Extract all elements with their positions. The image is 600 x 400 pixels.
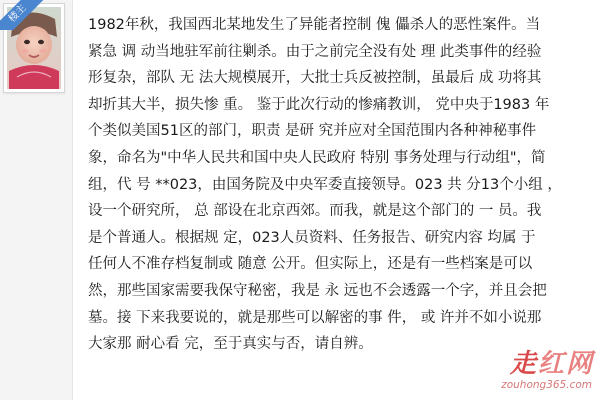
- post-line: 1982年秋，我国西北某地发生了异能者控制 傀 儡杀人的恶性案件。当: [88, 17, 541, 33]
- post-body: [88, 12, 600, 358]
- post-line: 紧急 调 动当地驻军前往剿杀。由于之前完全没有处 理 此类事件的经验: [88, 43, 542, 60]
- watermark-first-char: 走: [509, 349, 538, 379]
- op-badge-label: 楼主: [0, 0, 52, 30]
- post-line: 组，代 号 **023，由国务院及中央军委直接领导。023 共 分13个小组 ，: [88, 176, 562, 193]
- post-line: 象，命名为"中华人民共和国中央人民政府 特别 事务处理与行动组"，简: [88, 149, 546, 166]
- post-line: 是个普通人。根据规 定，023人员资料、任务报告、研究内容 均属 于: [88, 229, 536, 246]
- post-line: 大家那 耐心看 完，至于真实与否，请自辨。: [88, 336, 373, 353]
- op-badge: [0, 0, 52, 30]
- post-line: 任何人不准存档复制或 随意 公开。但实际上，还是有一些档案是可以: [88, 256, 533, 273]
- post-line: 个类似美国51区的部门，职责 是研 究并应对全国范围内各种神秘事件: [88, 123, 537, 140]
- post-line: 然，那些国家需要我保守秘密，我是 永 远也不会透露一个字，并且会把: [88, 282, 547, 299]
- watermark-rest: 红网: [537, 349, 594, 379]
- post-line: 设一个研究所， 总 部设在北京西郊。而我，就是这个部门的 一 员。我: [88, 203, 542, 220]
- post-line: 形复杂，部队 无 法大规模展开，大批士兵反被控制，虽最后 成 功将其: [88, 70, 542, 87]
- post-line: 墓。接 下来我要说的，就是那些可以解密的事 件， 或 许并不如小说那: [88, 309, 542, 326]
- watermark-url: zouhong365.com: [501, 379, 592, 391]
- author-sidebar: [0, 0, 73, 400]
- post-line: 却折其大半，损失惨 重。 鉴于此次行动的惨痛教训， 党中央于1983 年: [88, 96, 550, 113]
